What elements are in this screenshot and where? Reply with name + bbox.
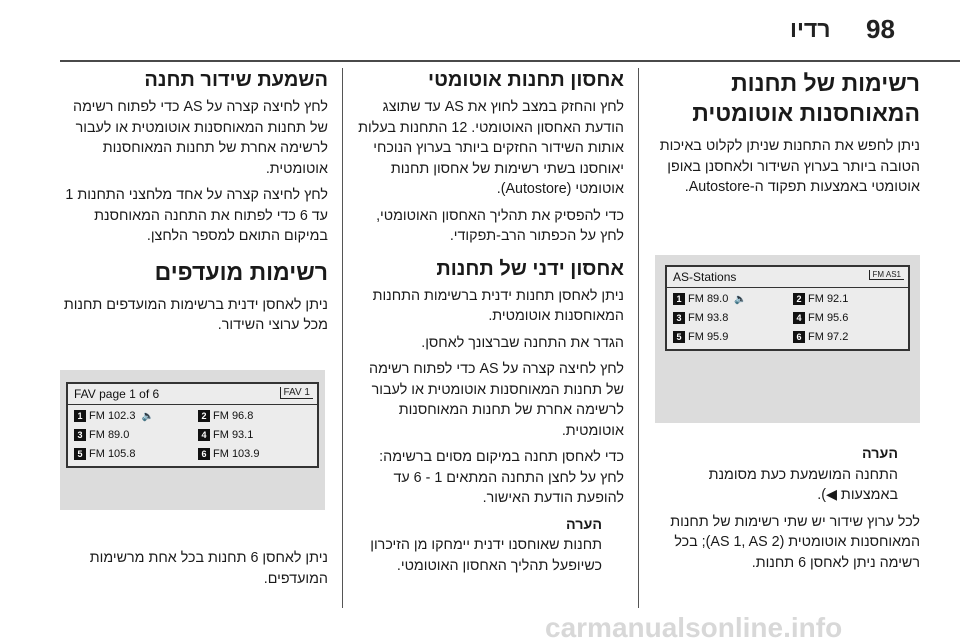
section-title-as-lists: רשימות של תחנות המאוחסנות אוטומטית bbox=[692, 70, 920, 126]
station-slot: 5 FM 105.8 bbox=[74, 447, 135, 462]
fav-display bbox=[66, 382, 319, 468]
body-paragraph: לכל ערוץ שידור יש שתי רשימות של תחנות המאוחסנות אוטומטית (AS 1, AS 2); בכל רשימה ניתן לאחסן 6 תחנות. bbox=[670, 513, 920, 571]
station-slot: 5 FM 95.9 bbox=[673, 330, 728, 345]
left-column-lower bbox=[56, 548, 328, 595]
play-paragraph-1: לחץ לחיצה קצרה על AS כדי לפתוח רשימה של תחנות המאוחסנות אוטומטית או לעבור לרשימה אחרת של תחנות המאוחסנות אוטומטית. bbox=[73, 99, 328, 177]
manual-paragraph-1: ניתן לאחסן תחנות ידנית ברשימות התחנות המאוחסנות אוטומטית. bbox=[372, 287, 624, 324]
note-text: תחנות שאוחסנו ידנית יימחקו מן הזיכרון כשיופעל תהליך האחסון האוטומטי. bbox=[370, 537, 602, 574]
favourites-body: ניתן לאחסן 6 תחנות בכל אחת מרשימות המועדפים. bbox=[89, 550, 328, 587]
screen-tag: FAV 1 bbox=[280, 387, 314, 399]
note-title: הערה bbox=[566, 516, 602, 533]
intro-paragraph: ניתן לחפש את התחנות שניתן לקלוט באיכות הטובה ביותר בערוץ השידור ולאחסנן באופן אוטומטי באמצעות תפקוד ה-Autostore. bbox=[659, 138, 920, 195]
station-slot: 2 FM 92.1 bbox=[793, 292, 848, 307]
screen-tag: FM AS1 bbox=[869, 270, 904, 280]
favourites-paragraph: ניתן לאחסן ידנית ברשימות המועדפים תחנות מכל ערוצי השידור. bbox=[63, 296, 328, 333]
note-text: התחנה המושמעת כעת מסומנת באמצעות ◀). bbox=[708, 466, 898, 503]
fav-screenshot bbox=[60, 370, 325, 510]
screen-title: FAV page 1 of 6 bbox=[74, 387, 160, 401]
speaker-icon: 🔈 bbox=[734, 294, 747, 305]
right-column-lower bbox=[650, 438, 920, 579]
section-title-favourites: רשימות מועדפים bbox=[154, 258, 328, 285]
manual-paragraph-4: כדי לאחסן תחנה במיקום מסוים ברשימה: לחץ על לחצן התחנה המתאים 1 - 6 עד להופעת הודעת האישור. bbox=[379, 449, 624, 506]
left-column bbox=[56, 68, 328, 342]
station-slot: 6 FM 103.9 bbox=[198, 447, 259, 462]
autostore-paragraph-2: כדי להפסיק את תהליך האחסון האוטומטי, לחץ על הכפתור הרב-תפקודי. bbox=[376, 207, 624, 244]
right-column bbox=[650, 68, 920, 204]
watermark: carmanualsonline.info bbox=[545, 612, 843, 643]
screen-separator bbox=[667, 287, 908, 288]
section-title-autostore: אחסון תחנות אוטומטי bbox=[428, 69, 624, 91]
speaker-icon: 🔈 bbox=[141, 411, 154, 422]
section-title-manual-store: אחסון ידני של תחנות bbox=[436, 257, 624, 280]
manual-paragraph-3: לחץ לחיצה קצרה על AS כדי לפתוח רשימה של תחנות המאוחסנות אוטומטית או לעבור לרשימה אחרת של תחנות המאוחסנות אוטומטית. bbox=[369, 361, 624, 439]
as-stations-display bbox=[665, 265, 910, 351]
note-title: הערה bbox=[862, 446, 898, 462]
running-head: רדיו bbox=[790, 16, 831, 42]
station-slot: 3 FM 93.8 bbox=[673, 311, 728, 326]
station-slot: 6 FM 97.2 bbox=[793, 330, 848, 345]
station-slot: 1 FM 89.0 🔈 bbox=[673, 292, 747, 307]
header-rule bbox=[60, 60, 960, 62]
manual-paragraph-2: הגדר את התחנה שברצונך לאחסן. bbox=[421, 334, 624, 351]
station-slot: 3 FM 89.0 bbox=[74, 428, 129, 443]
screen-separator bbox=[68, 404, 317, 405]
station-slot: 4 FM 95.6 bbox=[793, 311, 848, 326]
station-slot: 1 FM 102.3 🔈 bbox=[74, 409, 154, 424]
station-slot: 2 FM 96.8 bbox=[198, 409, 253, 424]
play-paragraph-2: לחץ לחיצה קצרה על אחד מלחצני התחנות 1 עד 6 כדי לפתוח את התחנה המאוחסנת במיקום התואם למספר הלחצן. bbox=[65, 187, 328, 244]
page-header bbox=[0, 0, 960, 60]
autostore-paragraph-1: לחץ והחזק במצב לחוץ את AS עד שתוצג הודעת האחסון האוטומטי. 12 התחנות בעלות אותות השידור החזקים ביותר בערוץ הנוכחי יאוחסנו בשתי רשימות של אחסון תחנות אוטומטי (Autostore). bbox=[358, 99, 624, 197]
middle-column bbox=[352, 68, 624, 582]
page-number: 98 bbox=[866, 14, 895, 44]
screen-title: AS-Stations bbox=[673, 270, 737, 284]
section-title-play-station: השמעת שידור תחנה bbox=[144, 69, 328, 91]
station-slot: 4 FM 93.1 bbox=[198, 428, 253, 443]
column-divider-right bbox=[638, 68, 639, 608]
column-divider-left bbox=[342, 68, 343, 608]
as-stations-screenshot bbox=[655, 255, 920, 423]
